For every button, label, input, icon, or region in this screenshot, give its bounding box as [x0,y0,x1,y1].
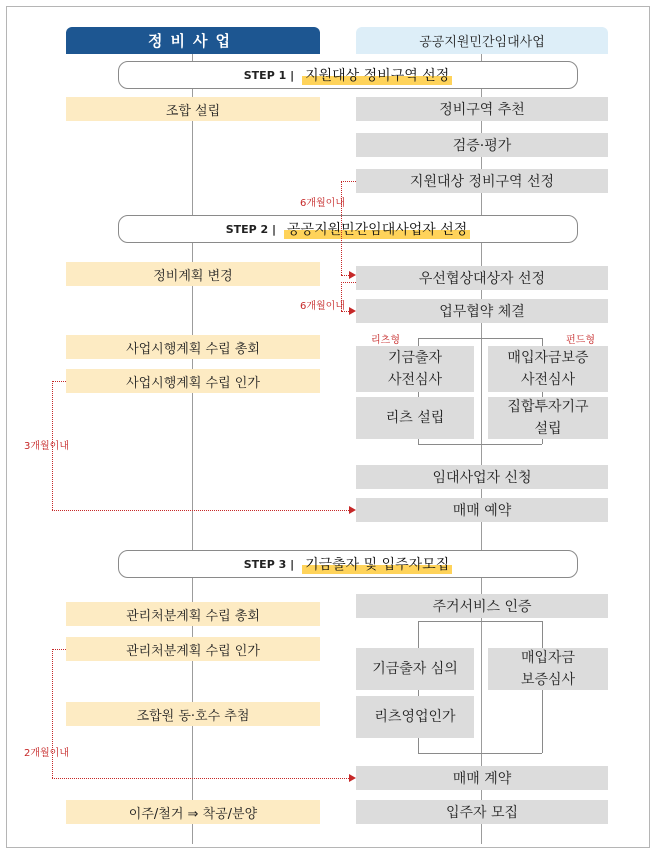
deadline-2-top [341,282,356,283]
right-box-district-recommend: 정비구역 추천 [356,97,608,121]
deadline-4-bottom [52,778,349,779]
header-right: 공공지원민간임대사업 [356,27,608,54]
box-fund-investment-prereview: 기금출자 사전심사 [356,346,474,392]
box-purchase-guarantee-prereview: 매입자금보증 사전심사 [488,346,608,392]
step-1 [118,61,578,89]
left-box-project-plan-approval: 사업시행계획 수립 인가 [66,369,320,393]
branch2-top-line [418,621,542,622]
right-box-rental-apply: 임대사업자 신청 [356,465,608,489]
deadline-1-bottom [341,275,349,276]
left-box-relocation-construction: 이주/철거 ⇒ 착공/분양 [66,800,320,824]
step-1-title: 지원대상 정비구역 선정 [302,65,452,85]
deadline-3-bottom [52,510,349,511]
label-fund-type: 펀드형 [566,335,595,346]
deadline-2-label: 6개월이내 [300,301,346,312]
deadline-4-top [52,649,66,650]
left-box-plan-change: 정비계획 변경 [66,262,320,286]
right-box-preferred-bidder: 우선협상대상자 선정 [356,266,608,290]
left-box-management-plan-approval: 관리처분계획 수립 인가 [66,637,320,661]
step-3-num: STEP 3 | [243,557,295,571]
step-2-title: 공공지원민간임대사업자 선정 [284,219,470,239]
box-collective-investment-establish: 집합투자기구 설립 [488,397,608,439]
right-box-district-select: 지원대상 정비구역 선정 [356,169,608,193]
label-reits-type: 리츠형 [371,335,400,346]
left-box-project-plan-meeting: 사업시행계획 수립 총회 [66,335,320,359]
left-box-management-plan-meeting: 관리처분계획 수립 총회 [66,602,320,626]
step-1-num: STEP 1 | [243,68,295,82]
deadline-3-arrow [349,506,356,514]
left-box-union-establish: 조합 설립 [66,97,320,121]
right-box-sale-contract: 매매 계약 [356,766,608,790]
deadline-1-top [341,181,356,182]
box-reits-business-license: 리츠영업인가 [356,696,474,738]
branch2-bottom-line [418,753,542,754]
deadline-3-top [52,381,66,382]
deadline-4-label: 2개월이내 [24,748,70,759]
step-3-title: 기금출자 및 입주자모집 [302,554,452,574]
deadline-1-arrow [349,271,356,279]
right-box-housing-cert: 주거서비스 인증 [356,594,608,618]
right-box-mou: 업무협약 체결 [356,299,608,323]
step-2 [118,215,578,243]
branch1-top-line [418,338,542,339]
deadline-1-label: 6개월이내 [300,198,346,209]
box-purchase-guarantee-review: 매입자금 보증심사 [488,648,608,690]
header-left: 정비사업 [66,27,320,54]
step-3 [118,550,578,578]
box-reits-establish: 리츠 설립 [356,397,474,439]
deadline-4-arrow [349,774,356,782]
branch1-bottom-line [418,444,542,445]
right-box-verification: 검증·평가 [356,133,608,157]
step-2-num: STEP 2 | [225,222,277,236]
right-box-sale-reservation: 매매 예약 [356,498,608,522]
right-box-tenant-recruit: 입주자 모집 [356,800,608,824]
deadline-2-arrow [349,307,356,315]
left-box-unit-lottery: 조합원 동·호수 추첨 [66,702,320,726]
box-fund-investment-review: 기금출자 심의 [356,648,474,690]
deadline-3-label: 3개월이내 [24,441,70,452]
